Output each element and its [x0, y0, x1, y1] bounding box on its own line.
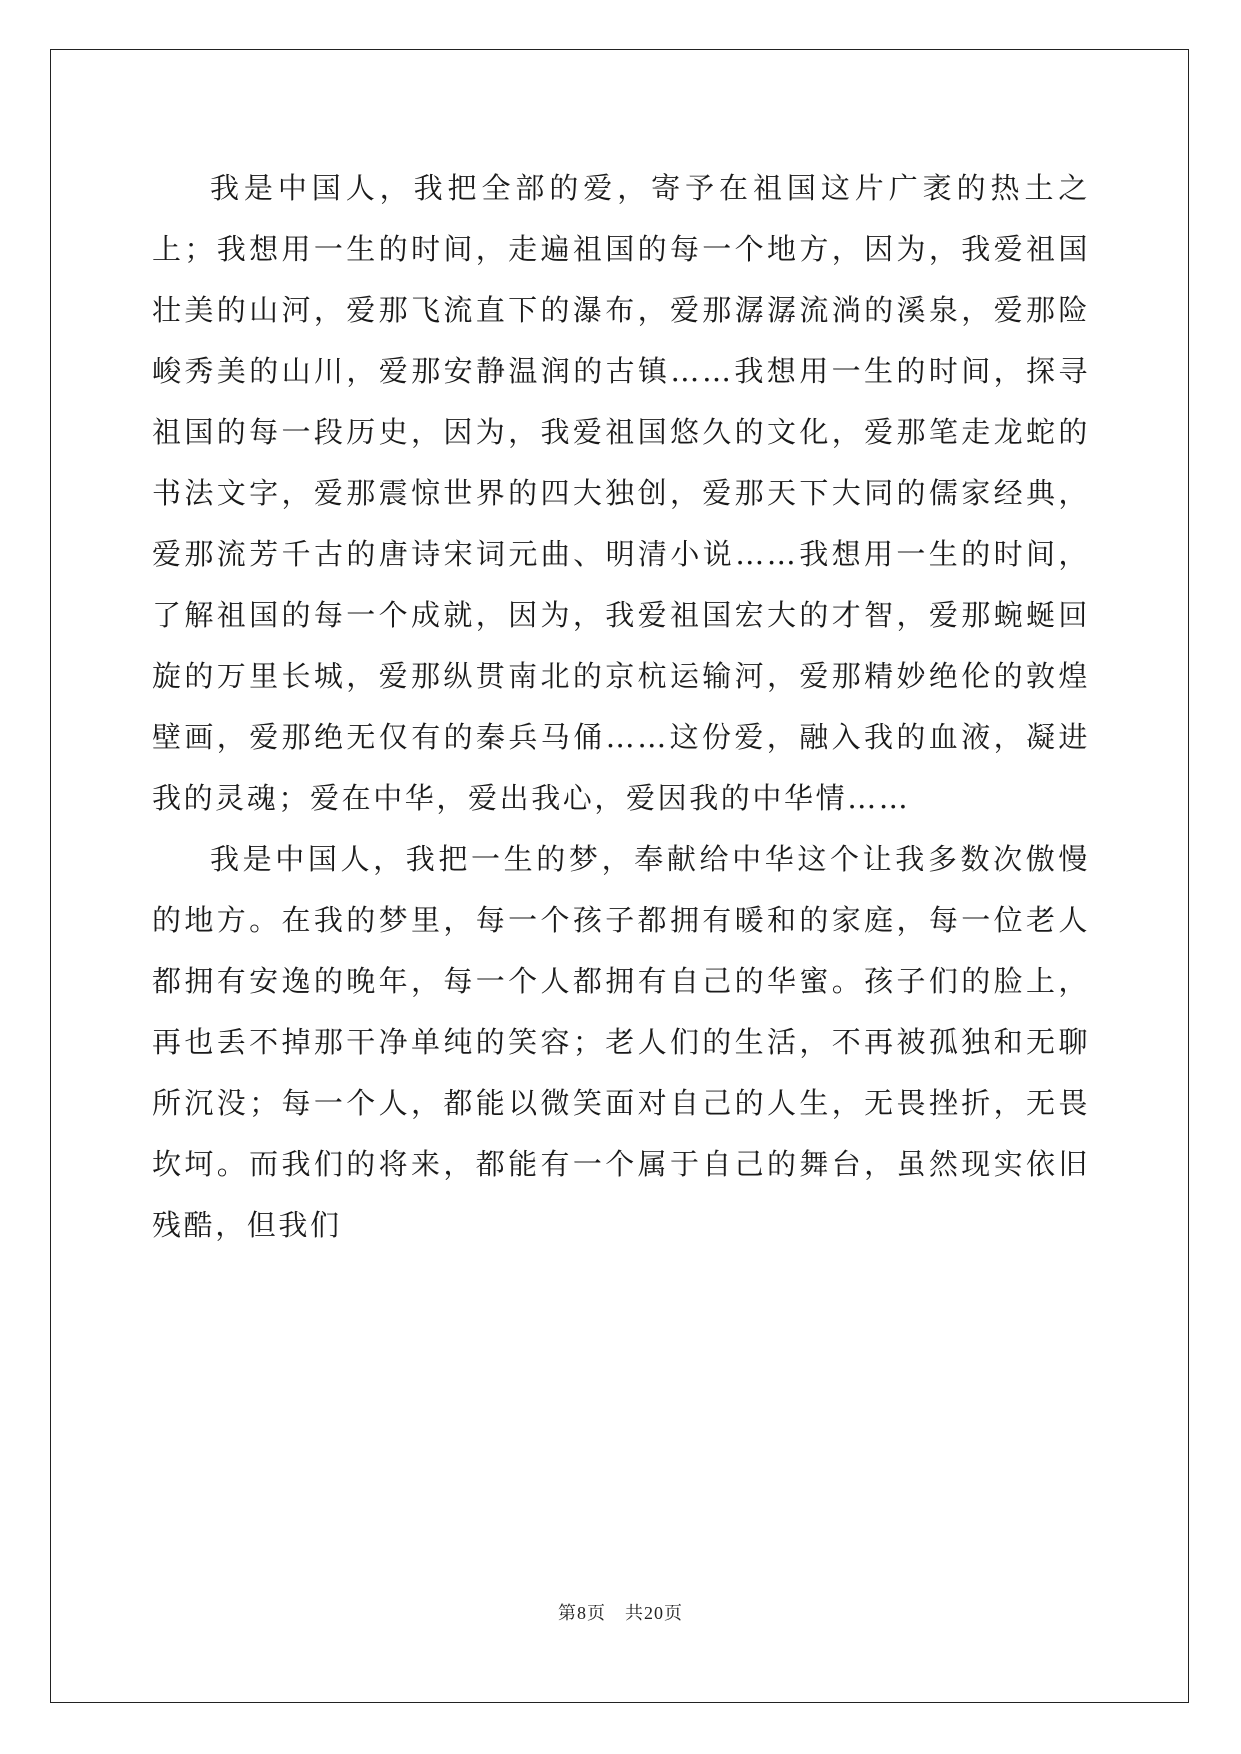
- paragraph-1: 我是中国人，我把全部的爱，寄予在祖国这片广袤的热土之上；我想用一生的时间，走遍祖国的每一个地方，因为，我爱祖国壮美的山河，爱那飞流直下的瀑布，爱那潺潺流淌的溪泉，爱那险峻秀美的山川，爱那安静温润的古镇……我想用一生的时间，探寻祖国的每一段历史，因为，我爱祖国悠久的文化，爱那笔走龙蛇的书法文字，爱那震惊世界的四大独创，爱那天下大同的儒家经典，爱那流芳千古的唐诗宋词元曲、明清小说……我想用一生的时间，了解祖国的每一个成就，因为，我爱祖国宏大的才智，爱那蜿蜒回旋的万里长城，爱那纵贯南北的京杭运输河，爱那精妙绝伦的敦煌壁画，爱那绝无仅有的秦兵马俑……这份爱，融入我的血液，凝进我的灵魂；爱在中华，爱出我心，爱因我的中华情……: [152, 171, 1090, 815]
- paragraph-2: 我是中国人，我把一生的梦，奉献给中华这个让我多数次傲慢的地方。在我的梦里，每一个孩子都拥有暖和的家庭，每一位老人都拥有安逸的晚年，每一个人都拥有自己的华蜜。孩子们的脸上，再也丢不掉那干净单纯的笑容；老人们的生活，不再被孤独和无聊所沉没；每一个人，都能以微笑面对自己的人生，无畏挫折，无畏坎坷。而我们的将来，都能有一个属于自己的舞台，虽然现实依旧残酷，但我们: [152, 842, 1090, 1242]
- page-number-footer: 第8页 共20页: [558, 1603, 683, 1623]
- document-body: [152, 158, 1090, 1256]
